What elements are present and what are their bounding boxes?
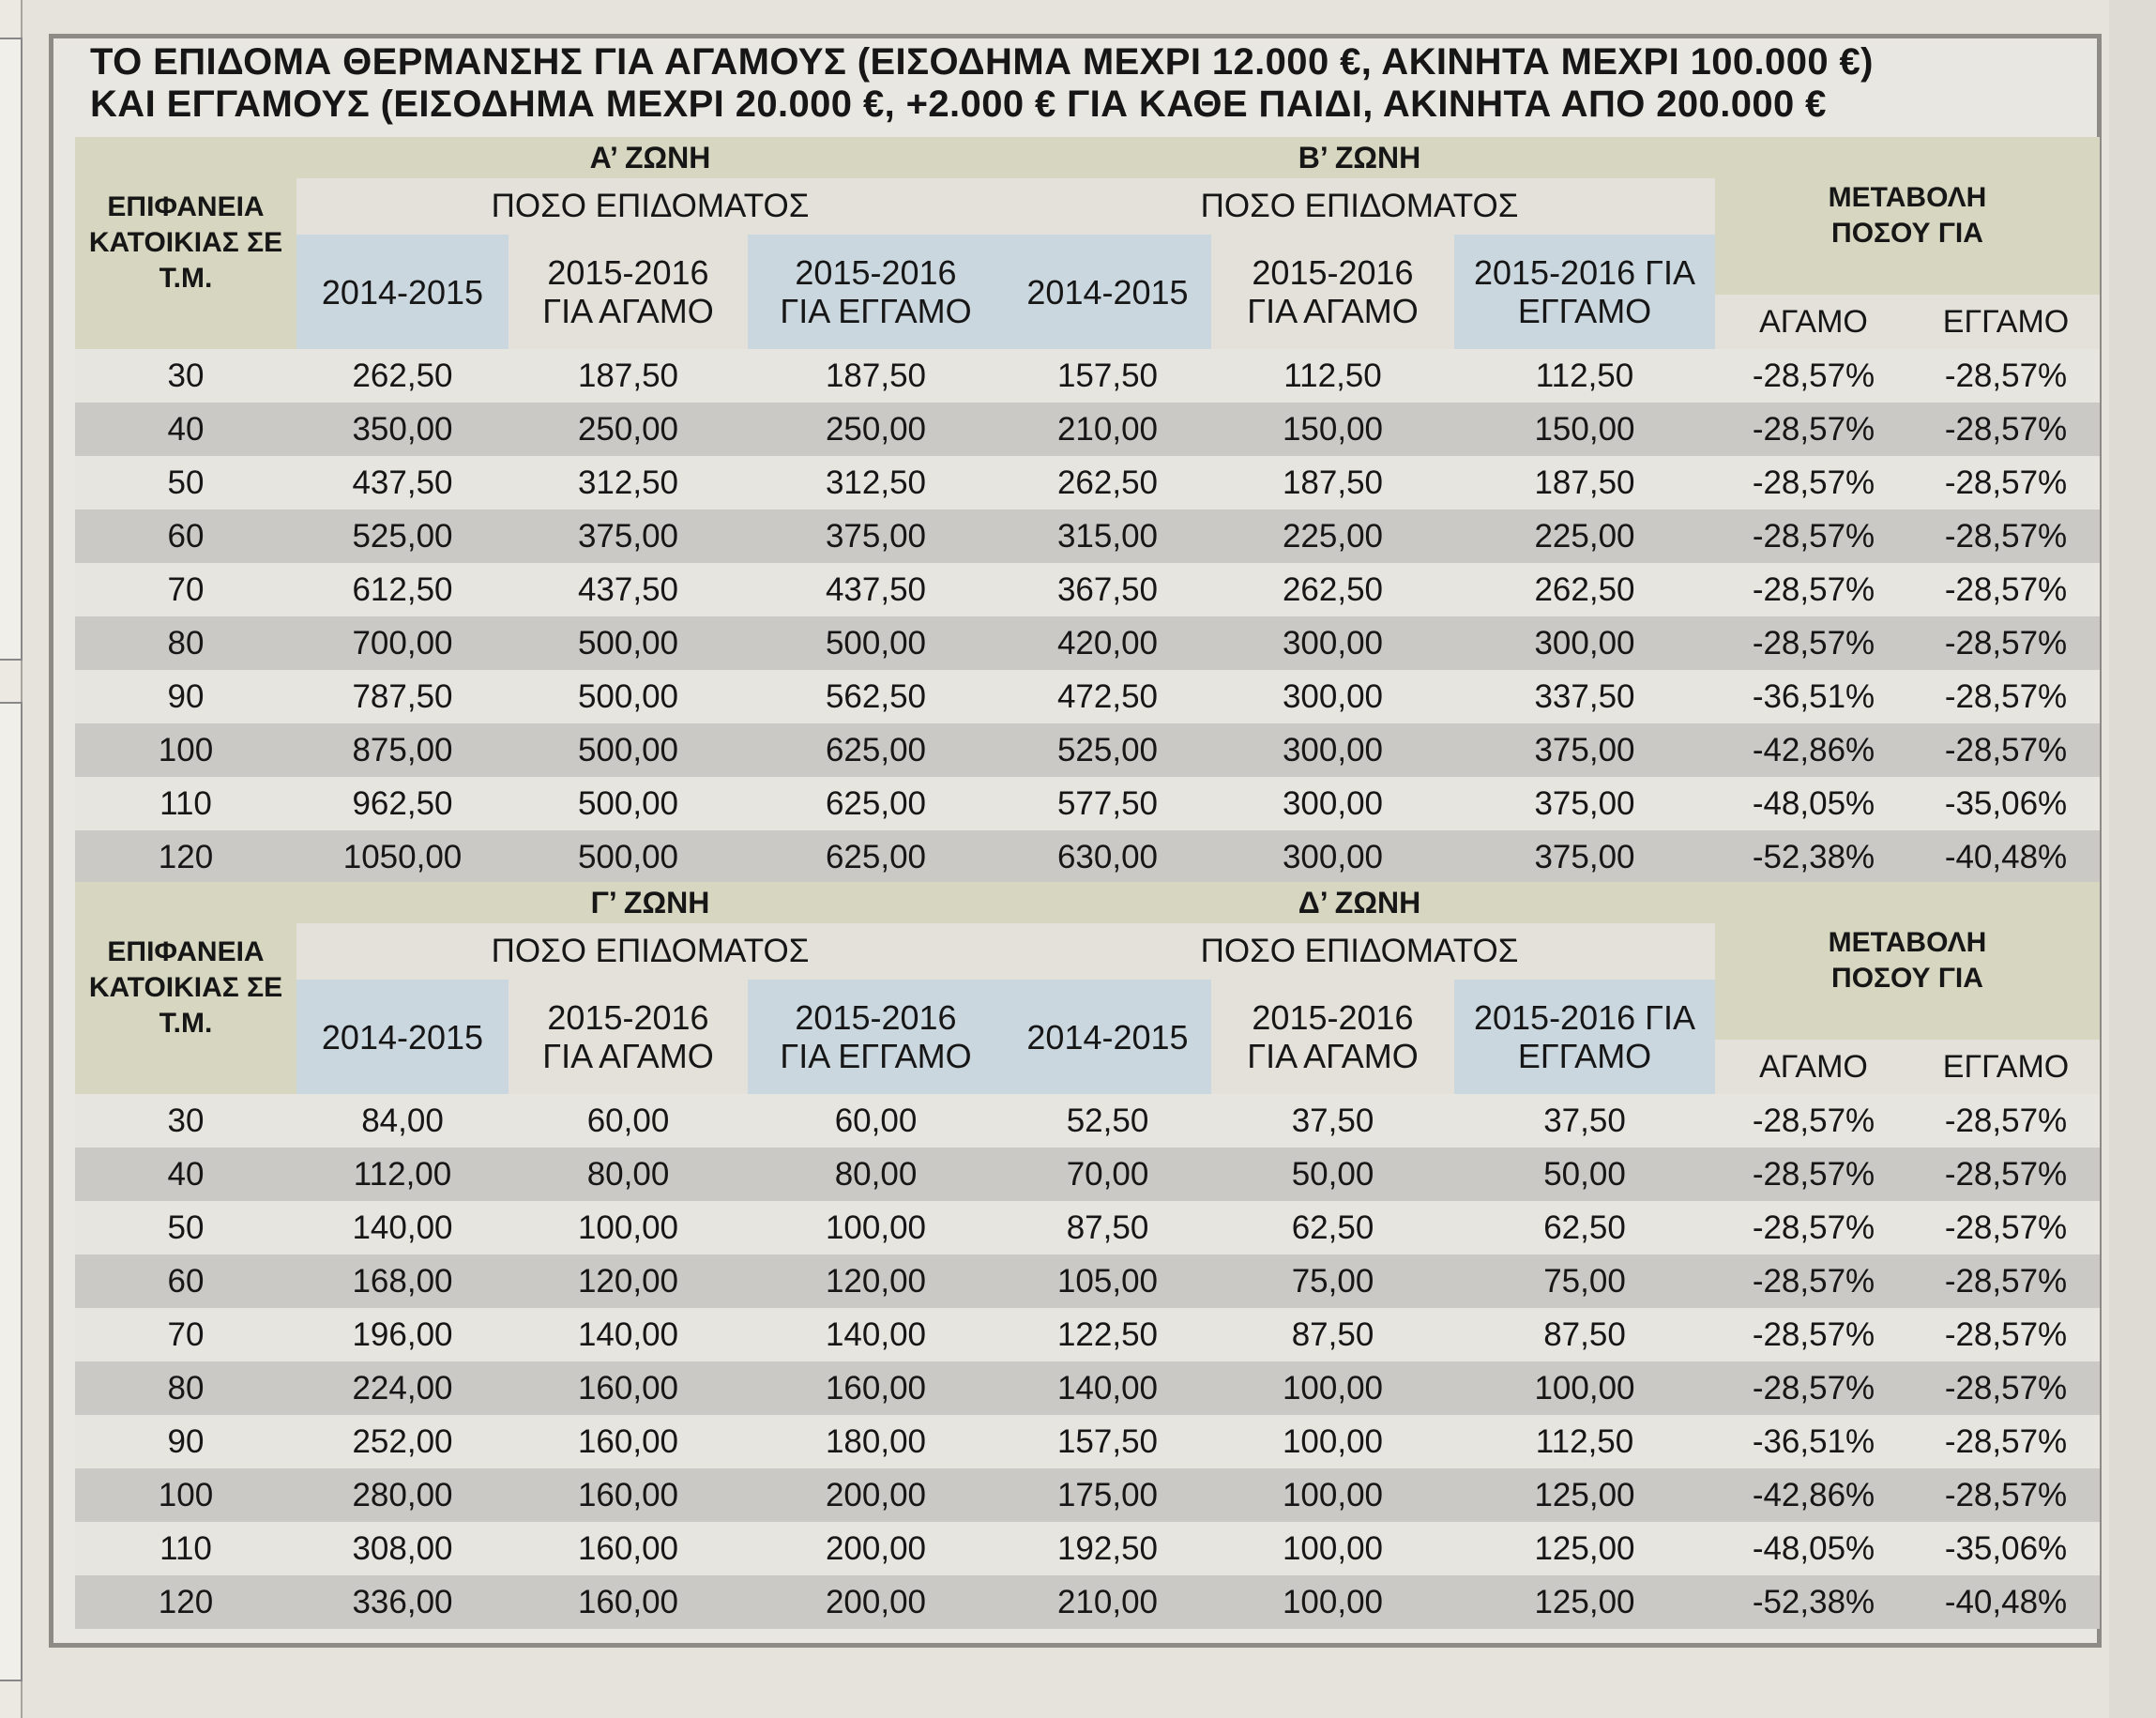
zone-right-title: Β’ ΖΩΝΗ xyxy=(1004,137,1715,178)
change-married-cell: -35,06% xyxy=(1944,785,2068,822)
zone-left-2014-cell: 700,00 xyxy=(352,625,453,661)
zone-right-single-cell: 87,50 xyxy=(1291,1316,1374,1353)
change-single-cell: -28,57% xyxy=(1752,571,1875,608)
zone-right-single-cell: 300,00 xyxy=(1282,839,1384,875)
zone-left-single-cell: 500,00 xyxy=(577,625,679,661)
change-single-cell: -28,57% xyxy=(1752,411,1875,448)
zone-right-2014-cell: 87,50 xyxy=(1066,1209,1149,1246)
zone-right-col-married: 2015-2016 ΓΙΑ ΕΓΓΑΜΟ xyxy=(1454,235,1715,349)
zone-left-2014-cell: 252,00 xyxy=(352,1423,453,1460)
zone-left-married-cell: 60,00 xyxy=(834,1102,918,1139)
zone-right-2014-cell: 192,50 xyxy=(1056,1530,1159,1567)
zone-left-2014-cell: 1050,00 xyxy=(342,839,463,875)
zone-right-2014-cell: 70,00 xyxy=(1066,1156,1149,1193)
zone-left-col-single: 2015-2016 ΓΙΑ ΑΓΑΜΟ xyxy=(509,980,748,1094)
zone-right-married-cell: 262,50 xyxy=(1534,571,1635,608)
zone-left-title: Α’ ΖΩΝΗ xyxy=(296,137,1004,178)
change-single-cell: -28,57% xyxy=(1752,1263,1875,1300)
zone-right-married-cell: 225,00 xyxy=(1534,518,1635,555)
zone-left-married-cell: 187,50 xyxy=(825,357,927,394)
zone-left-married-cell: 160,00 xyxy=(825,1370,927,1406)
zone-left-married-cell: 562,50 xyxy=(825,678,927,715)
change-married-cell: -28,57% xyxy=(1944,1316,2068,1353)
change-single-cell: -42,86% xyxy=(1752,1477,1875,1513)
zone-right-married-cell: 125,00 xyxy=(1534,1477,1635,1513)
change-single-cell: -28,57% xyxy=(1752,357,1875,394)
zone-left-single-cell: 187,50 xyxy=(577,357,679,394)
zone-left-married-cell: 200,00 xyxy=(825,1477,927,1513)
zone-right-single-cell: 100,00 xyxy=(1282,1584,1384,1620)
area-cell: 60 xyxy=(167,518,205,555)
zone-right-single-cell: 100,00 xyxy=(1282,1423,1384,1460)
zone-left-married-cell: 120,00 xyxy=(825,1263,927,1300)
zone-left-2014-cell: 962,50 xyxy=(352,785,453,822)
zone-right-married-cell: 125,00 xyxy=(1534,1584,1635,1620)
zone-right-single-cell: 300,00 xyxy=(1282,678,1384,715)
zone-right-col-2014: 2014-2015 xyxy=(1004,235,1211,349)
zone-left-2014-cell: 168,00 xyxy=(352,1263,453,1300)
area-cell: 30 xyxy=(167,357,205,394)
zone-right-2014-cell: 577,50 xyxy=(1056,785,1159,822)
area-cell: 100 xyxy=(158,732,214,768)
zone-right-2014-cell: 210,00 xyxy=(1056,1584,1159,1620)
zone-right-2014-cell: 210,00 xyxy=(1056,411,1159,448)
zone-right-col-2014: 2014-2015 xyxy=(1004,980,1211,1094)
zone-right-single-cell: 112,50 xyxy=(1283,357,1382,394)
change-single-header: ΑΓΑΜΟ xyxy=(1715,1040,1912,1094)
zone-right-married-cell: 375,00 xyxy=(1534,785,1635,822)
zone-left-2014-cell: 612,50 xyxy=(352,571,453,608)
zone-left-single-cell: 160,00 xyxy=(577,1370,679,1406)
zone-right-amount-label: ΠΟΣΟ ΕΠΙΔΟΜΑΤΟΣ xyxy=(1004,923,1715,980)
zone-right-2014-cell: 157,50 xyxy=(1056,1423,1159,1460)
change-single-cell: -28,57% xyxy=(1752,1370,1875,1406)
zone-right-2014-cell: 105,00 xyxy=(1056,1263,1159,1300)
zone-left-2014-cell: 280,00 xyxy=(352,1477,453,1513)
zone-right-2014-cell: 122,50 xyxy=(1056,1316,1159,1353)
zone-left-2014-cell: 262,50 xyxy=(352,357,453,394)
change-single-cell: -48,05% xyxy=(1752,1530,1875,1567)
change-single-cell: -28,57% xyxy=(1752,464,1875,501)
zone-left-2014-cell: 336,00 xyxy=(352,1584,453,1620)
zone-left-col-married: 2015-2016 ΓΙΑ ΕΓΓΑΜΟ xyxy=(748,235,1004,349)
zone-left-single-cell: 100,00 xyxy=(577,1209,679,1246)
change-married-cell: -28,57% xyxy=(1944,1263,2068,1300)
zone-left-single-cell: 160,00 xyxy=(577,1423,679,1460)
zone-left-2014-cell: 875,00 xyxy=(352,732,453,768)
zone-right-married-cell: 125,00 xyxy=(1534,1530,1635,1567)
zone-right-single-cell: 100,00 xyxy=(1282,1370,1384,1406)
zone-right-married-cell: 300,00 xyxy=(1534,625,1635,661)
change-married-cell: -40,48% xyxy=(1944,839,2068,875)
area-label-header: ΕΠΙΦΑΝΕΙΑ ΚΑΤΟΙΚΙΑΣ ΣΕ Τ.Μ. xyxy=(75,137,296,349)
zone-left-2014-cell: 84,00 xyxy=(361,1102,444,1139)
zone-right-col-single: 2015-2016 ΓΙΑ ΑΓΑΜΟ xyxy=(1211,235,1454,349)
zone-right-married-cell: 375,00 xyxy=(1534,839,1635,875)
zone-left-married-cell: 100,00 xyxy=(825,1209,927,1246)
change-married-header: ΕΓΓΑΜΟ xyxy=(1912,1040,2100,1094)
zone-right-2014-cell: 140,00 xyxy=(1056,1370,1159,1406)
zone-right-amount-label: ΠΟΣΟ ΕΠΙΔΟΜΑΤΟΣ xyxy=(1004,178,1715,235)
left-column-box xyxy=(0,38,23,661)
area-cell: 30 xyxy=(167,1102,205,1139)
zone-left-single-cell: 120,00 xyxy=(577,1263,679,1300)
area-cell: 70 xyxy=(167,1316,205,1353)
area-cell: 50 xyxy=(167,1209,205,1246)
zone-right-2014-cell: 525,00 xyxy=(1056,732,1159,768)
zone-right-single-cell: 50,00 xyxy=(1291,1156,1374,1193)
change-married-cell: -28,57% xyxy=(1944,1156,2068,1193)
area-cell: 50 xyxy=(167,464,205,501)
left-column-box xyxy=(0,702,23,1681)
zone-right-col-married: 2015-2016 ΓΙΑ ΕΓΓΑΜΟ xyxy=(1454,980,1715,1094)
zone-left-2014-cell: 224,00 xyxy=(352,1370,453,1406)
zone-left-married-cell: 200,00 xyxy=(825,1530,927,1567)
zone-left-2014-cell: 525,00 xyxy=(352,518,453,555)
zone-left-single-cell: 250,00 xyxy=(577,411,679,448)
change-label-header: ΜΕΤΑΒΟΛΗ ΠΟΣΟΥ ΓΙΑ xyxy=(1715,882,2100,1040)
area-cell: 40 xyxy=(167,411,205,448)
zone-right-married-cell: 150,00 xyxy=(1534,411,1635,448)
area-cell: 90 xyxy=(167,1423,205,1460)
zone-left-married-cell: 180,00 xyxy=(825,1423,927,1460)
area-cell: 40 xyxy=(167,1156,205,1193)
change-single-cell: -28,57% xyxy=(1752,1209,1875,1246)
zone-right-married-cell: 50,00 xyxy=(1543,1156,1626,1193)
area-cell: 110 xyxy=(159,1530,212,1567)
zone-left-married-cell: 437,50 xyxy=(825,571,927,608)
change-single-cell: -36,51% xyxy=(1752,678,1875,715)
zone-right-single-cell: 300,00 xyxy=(1282,732,1384,768)
change-single-header: ΑΓΑΜΟ xyxy=(1715,295,1912,349)
change-married-cell: -28,57% xyxy=(1944,1370,2068,1406)
zone-right-2014-cell: 157,50 xyxy=(1056,357,1159,394)
change-single-cell: -28,57% xyxy=(1752,1316,1875,1353)
change-married-cell: -28,57% xyxy=(1944,357,2068,394)
zone-right-single-cell: 150,00 xyxy=(1282,411,1384,448)
zone-right-2014-cell: 175,00 xyxy=(1056,1477,1159,1513)
area-cell: 120 xyxy=(158,839,214,875)
zone-right-married-cell: 87,50 xyxy=(1543,1316,1626,1353)
zone-left-single-cell: 60,00 xyxy=(586,1102,670,1139)
change-married-cell: -28,57% xyxy=(1944,678,2068,715)
area-cell: 120 xyxy=(158,1584,214,1620)
change-married-cell: -28,57% xyxy=(1944,518,2068,555)
change-married-cell: -28,57% xyxy=(1944,411,2068,448)
zone-right-single-cell: 62,50 xyxy=(1291,1209,1374,1246)
area-cell: 110 xyxy=(159,785,212,822)
zone-left-single-cell: 140,00 xyxy=(577,1316,679,1353)
zone-left-married-cell: 625,00 xyxy=(825,839,927,875)
zone-left-2014-cell: 196,00 xyxy=(352,1316,453,1353)
zone-right-single-cell: 37,50 xyxy=(1291,1102,1374,1139)
change-single-cell: -36,51% xyxy=(1752,1423,1875,1460)
title-line-2: ΚΑΙ ΕΓΓΑΜΟΥΣ (ΕΙΣΟΔΗΜΑ ΜΕΧΡΙ 20.000 €, +2.000 € ΓΙΑ ΚΑΘΕ ΠΑΙΔΙ, ΑΚΙΝΗΤΑ ΑΠΟ 200.000 € xyxy=(90,84,1827,125)
zone-table-block xyxy=(75,882,2100,1629)
zone-right-2014-cell: 472,50 xyxy=(1056,678,1159,715)
zone-left-amount-label: ΠΟΣΟ ΕΠΙΔΟΜΑΤΟΣ xyxy=(296,178,1004,235)
area-cell: 60 xyxy=(167,1263,205,1300)
change-single-cell: -28,57% xyxy=(1752,1102,1875,1139)
change-married-cell: -40,48% xyxy=(1944,1584,2068,1620)
right-page-margin xyxy=(2109,0,2156,1718)
zone-left-2014-cell: 140,00 xyxy=(352,1209,453,1246)
zone-left-single-cell: 375,00 xyxy=(577,518,679,555)
area-cell: 80 xyxy=(167,625,205,661)
change-single-cell: -28,57% xyxy=(1752,625,1875,661)
zone-left-2014-cell: 308,00 xyxy=(352,1530,453,1567)
change-single-cell: -28,57% xyxy=(1752,1156,1875,1193)
change-married-cell: -28,57% xyxy=(1944,1423,2068,1460)
zone-right-married-cell: 375,00 xyxy=(1534,732,1635,768)
zone-left-married-cell: 625,00 xyxy=(825,785,927,822)
zone-right-single-cell: 100,00 xyxy=(1282,1530,1384,1567)
area-cell: 100 xyxy=(158,1477,214,1513)
zone-right-single-cell: 300,00 xyxy=(1282,625,1384,661)
zone-right-2014-cell: 420,00 xyxy=(1056,625,1159,661)
zone-right-married-cell: 187,50 xyxy=(1534,464,1635,501)
change-single-cell: -52,38% xyxy=(1752,839,1875,875)
zone-left-single-cell: 437,50 xyxy=(577,571,679,608)
zone-left-single-cell: 500,00 xyxy=(577,839,679,875)
area-cell: 90 xyxy=(167,678,205,715)
zone-left-col-married: 2015-2016 ΓΙΑ ΕΓΓΑΜΟ xyxy=(748,980,1004,1094)
zone-left-married-cell: 200,00 xyxy=(825,1584,927,1620)
zone-table-block xyxy=(75,137,2100,884)
zone-left-amount-label: ΠΟΣΟ ΕΠΙΔΟΜΑΤΟΣ xyxy=(296,923,1004,980)
zone-left-single-cell: 80,00 xyxy=(586,1156,670,1193)
area-cell: 70 xyxy=(167,571,205,608)
zone-right-title: Δ’ ΖΩΝΗ xyxy=(1004,882,1715,923)
area-cell: 80 xyxy=(167,1370,205,1406)
change-single-cell: -48,05% xyxy=(1752,785,1875,822)
change-single-cell: -42,86% xyxy=(1752,732,1875,768)
zone-right-married-cell: 100,00 xyxy=(1534,1370,1635,1406)
zone-left-married-cell: 375,00 xyxy=(825,518,927,555)
change-married-cell: -28,57% xyxy=(1944,1477,2068,1513)
area-label-header: ΕΠΙΦΑΝΕΙΑ ΚΑΤΟΙΚΙΑΣ ΣΕ Τ.Μ. xyxy=(75,882,296,1094)
zone-left-title: Γ’ ΖΩΝΗ xyxy=(296,882,1004,923)
change-single-cell: -52,38% xyxy=(1752,1584,1875,1620)
table-title xyxy=(90,41,2107,126)
zone-right-single-cell: 225,00 xyxy=(1282,518,1384,555)
change-married-cell: -35,06% xyxy=(1944,1530,2068,1567)
zone-right-single-cell: 262,50 xyxy=(1282,571,1384,608)
change-married-cell: -28,57% xyxy=(1944,1102,2068,1139)
zone-left-married-cell: 500,00 xyxy=(825,625,927,661)
change-married-cell: -28,57% xyxy=(1944,1209,2068,1246)
change-single-cell: -28,57% xyxy=(1752,518,1875,555)
zone-left-2014-cell: 350,00 xyxy=(352,411,453,448)
zone-right-2014-cell: 262,50 xyxy=(1056,464,1159,501)
zone-left-single-cell: 500,00 xyxy=(577,678,679,715)
change-married-cell: -28,57% xyxy=(1944,464,2068,501)
zone-right-married-cell: 112,50 xyxy=(1535,1423,1634,1460)
zone-right-married-cell: 112,50 xyxy=(1535,357,1634,394)
zone-left-married-cell: 312,50 xyxy=(825,464,927,501)
change-married-cell: -28,57% xyxy=(1944,625,2068,661)
zone-left-single-cell: 160,00 xyxy=(577,1584,679,1620)
zone-left-col-2014: 2014-2015 xyxy=(296,235,509,349)
title-line-1: ΤΟ ΕΠΙΔΟΜΑ ΘΕΡΜΑΝΣΗΣ ΓΙΑ ΑΓΑΜΟΥΣ (ΕΙΣΟΔΗΜΑ ΜΕΧΡΙ 12.000 €, ΑΚΙΝΗΤΑ ΜΕΧΡΙ 100.000 €) xyxy=(90,41,1874,83)
zone-left-col-single: 2015-2016 ΓΙΑ ΑΓΑΜΟ xyxy=(509,235,748,349)
zone-left-married-cell: 250,00 xyxy=(825,411,927,448)
zone-right-single-cell: 100,00 xyxy=(1282,1477,1384,1513)
zone-left-single-cell: 160,00 xyxy=(577,1477,679,1513)
zone-left-2014-cell: 437,50 xyxy=(352,464,453,501)
zone-left-single-cell: 160,00 xyxy=(577,1530,679,1567)
zone-right-married-cell: 62,50 xyxy=(1543,1209,1626,1246)
zone-right-married-cell: 37,50 xyxy=(1543,1102,1626,1139)
zone-left-married-cell: 80,00 xyxy=(834,1156,918,1193)
change-married-cell: -28,57% xyxy=(1944,571,2068,608)
zone-right-married-cell: 75,00 xyxy=(1543,1263,1626,1300)
zone-left-single-cell: 500,00 xyxy=(577,732,679,768)
zone-left-single-cell: 312,50 xyxy=(577,464,679,501)
zone-right-2014-cell: 630,00 xyxy=(1056,839,1159,875)
zone-left-2014-cell: 787,50 xyxy=(352,678,453,715)
zone-right-2014-cell: 52,50 xyxy=(1066,1102,1149,1139)
zone-right-2014-cell: 315,00 xyxy=(1056,518,1159,555)
zone-right-single-cell: 75,00 xyxy=(1291,1263,1374,1300)
change-married-header: ΕΓΓΑΜΟ xyxy=(1912,295,2100,349)
zone-left-2014-cell: 112,00 xyxy=(353,1156,452,1193)
zone-left-col-2014: 2014-2015 xyxy=(296,980,509,1094)
zone-left-married-cell: 140,00 xyxy=(825,1316,927,1353)
change-married-cell: -28,57% xyxy=(1944,732,2068,768)
zone-right-single-cell: 300,00 xyxy=(1282,785,1384,822)
zone-left-married-cell: 625,00 xyxy=(825,732,927,768)
zone-right-col-single: 2015-2016 ΓΙΑ ΑΓΑΜΟ xyxy=(1211,980,1454,1094)
zone-right-2014-cell: 367,50 xyxy=(1056,571,1159,608)
zone-right-married-cell: 337,50 xyxy=(1534,678,1635,715)
change-label-header: ΜΕΤΑΒΟΛΗ ΠΟΣΟΥ ΓΙΑ xyxy=(1715,137,2100,295)
zone-right-single-cell: 187,50 xyxy=(1282,464,1384,501)
zone-left-single-cell: 500,00 xyxy=(577,785,679,822)
